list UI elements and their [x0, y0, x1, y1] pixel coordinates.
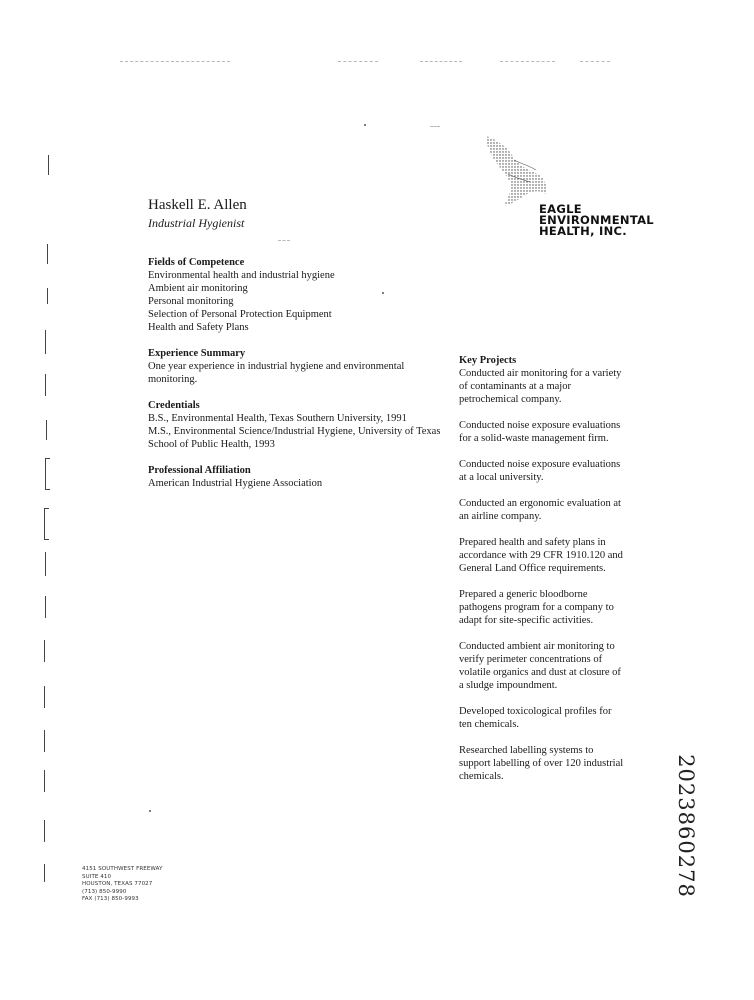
key-projects-column	[459, 354, 624, 783]
margin-mark	[45, 374, 50, 396]
scan-artifact-line	[420, 61, 462, 62]
company-address	[82, 866, 163, 904]
margin-mark	[44, 820, 49, 842]
address-line: FAX (713) 850-9993	[82, 896, 139, 903]
section-heading: Fields of Competence	[148, 257, 245, 268]
margin-mark	[45, 458, 50, 490]
fields-of-competence-section	[148, 256, 448, 334]
logo-line-1: EAGLE	[539, 202, 582, 216]
list-item: Prepared a generic bloodborne pathogens program for a company to adapt for site-specific activities.	[459, 589, 614, 626]
credentials-section	[148, 399, 448, 451]
section-text: American Industrial Hygiene Association	[148, 478, 323, 489]
margin-mark	[45, 330, 50, 354]
margin-mark	[44, 864, 49, 882]
list-item: Personal monitoring	[148, 296, 234, 307]
margin-mark	[44, 686, 49, 708]
margin-mark	[44, 640, 49, 662]
list-item: Conducted noise exposure evaluations for a solid-waste management firm.	[459, 420, 621, 444]
logo-line-3: HEALTH, INC.	[539, 224, 627, 238]
list-item: B.S., Environmental Health, Texas Southern University, 1991	[148, 413, 407, 424]
address-line: (713) 850-9990	[82, 888, 127, 895]
experience-summary-section	[148, 347, 448, 386]
scan-speck	[364, 124, 366, 126]
person-name: Haskell E. Allen	[148, 197, 247, 213]
eagle-logo-icon	[478, 130, 558, 210]
list-item: Conducted an ergonomic evaluation at an airline company.	[459, 498, 621, 522]
list-item: Environmental health and industrial hygiene	[148, 270, 335, 281]
list-item: M.S., Environmental Science/Industrial Hygiene, University of Texas School of Public Health, 1993	[148, 426, 441, 450]
section-heading: Experience Summary	[148, 348, 246, 359]
list-item: Conducted ambient air monitoring to verify perimeter concentrations of volatile organics and dust at closure of a sludge impoundment.	[459, 641, 621, 691]
list-item: Developed toxicological profiles for ten chemicals.	[459, 706, 612, 730]
list-item: Ambient air monitoring	[148, 283, 248, 294]
margin-mark	[44, 770, 49, 792]
section-heading: Professional Affiliation	[148, 465, 251, 476]
list-item: Researched labelling systems to support labelling of over 120 industrial chemicals.	[459, 745, 624, 782]
list-item: Health and Safety Plans	[148, 322, 249, 333]
list-item: Conducted air monitoring for a variety of contaminants at a major petrochemical company.	[459, 368, 622, 405]
document-id: 2023860278	[674, 754, 698, 898]
margin-mark	[45, 596, 50, 618]
address-line: SUITE 410	[82, 873, 112, 880]
scan-artifact-line	[500, 61, 555, 62]
scan-artifact-line	[120, 61, 230, 62]
scan-speck	[149, 810, 151, 812]
section-text: One year experience in industrial hygiene and environmental monitoring.	[148, 361, 405, 385]
margin-mark	[47, 244, 52, 264]
address-line: 4151 SOUTHWEST FREEWAY	[82, 866, 163, 872]
scan-artifact-line	[430, 126, 440, 127]
list-item: Conducted noise exposure evaluations at a local university.	[459, 459, 621, 483]
margin-mark	[44, 508, 49, 540]
address-line: HOUSTON, TEXAS 77027	[82, 881, 153, 888]
job-title: Industrial Hygienist	[148, 216, 245, 230]
margin-mark	[48, 155, 53, 175]
margin-mark	[45, 552, 50, 576]
list-item: Selection of Personal Protection Equipment	[148, 309, 332, 320]
company-logo-text	[539, 204, 654, 237]
margin-mark	[46, 420, 51, 440]
margin-mark	[47, 288, 52, 304]
scan-artifact-line	[278, 240, 290, 241]
section-heading: Credentials	[148, 400, 200, 411]
logo-line-2: ENVIRONMENTAL	[539, 213, 654, 227]
section-heading: Key Projects	[459, 355, 517, 366]
professional-affiliation-section	[148, 464, 448, 490]
margin-mark	[44, 730, 49, 752]
scan-artifact-line	[580, 61, 610, 62]
scan-artifact-line	[338, 61, 378, 62]
resume-left-column	[148, 256, 448, 503]
list-item: Prepared health and safety plans in accordance with 29 CFR 1910.120 and General Land Office requirements.	[459, 537, 623, 574]
